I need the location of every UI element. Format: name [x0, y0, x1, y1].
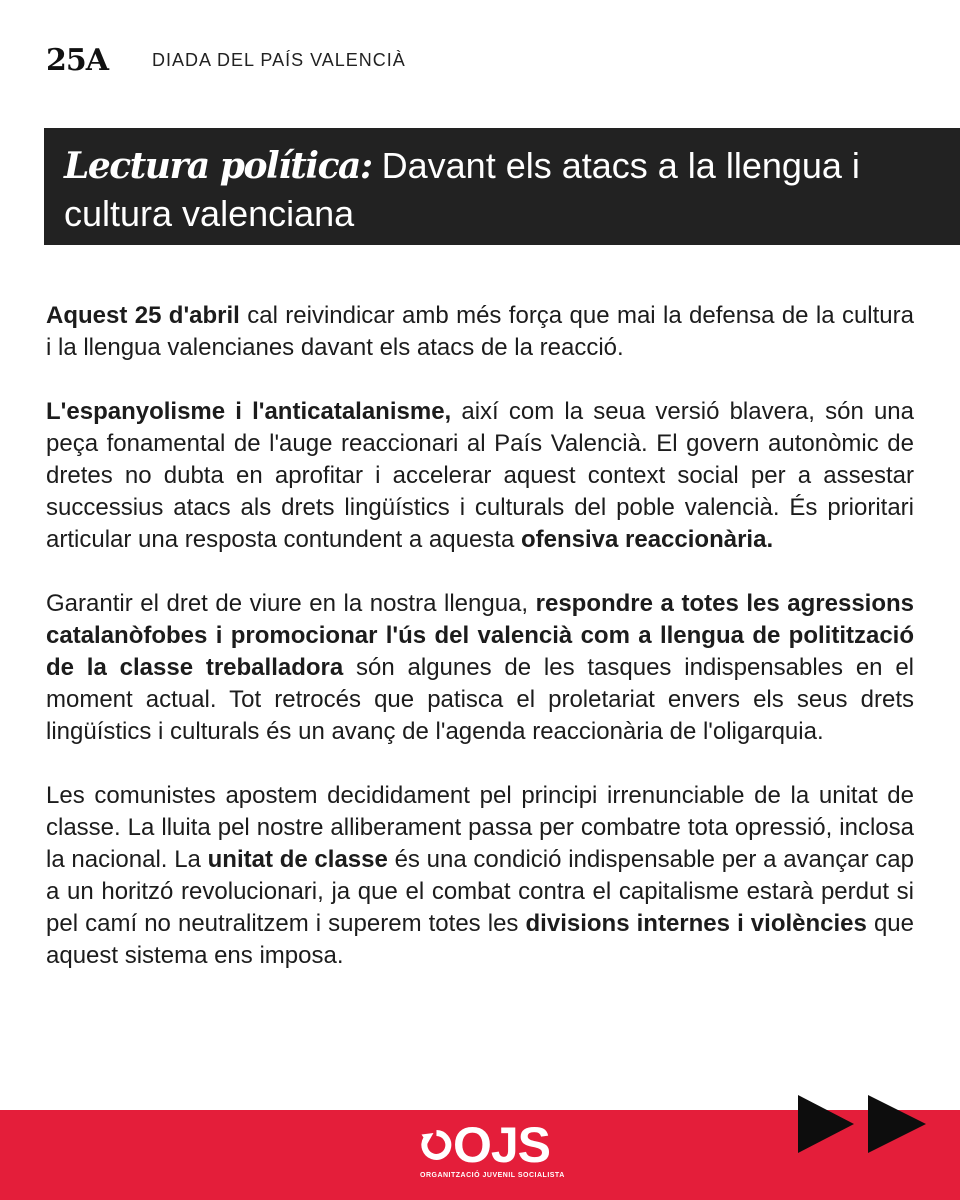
fast-forward-icon-shape [796, 1093, 932, 1155]
text-run: Garantir el dret de viure en la nostra llengua, [46, 590, 536, 617]
text-run: ofensiva reaccionària. [520, 526, 774, 553]
ojs-logo [420, 1117, 565, 1179]
text-run: que aquest sistema ens imposa. [46, 910, 914, 969]
text-run: L'espanyolisme i l'anticatalanisme, [46, 398, 452, 425]
title-rest: Davant els atacs a la llengua i cultura valenciana [64, 145, 860, 234]
paragraph-1 [46, 300, 914, 364]
paragraph-4 [46, 780, 914, 972]
logo-letters: OJS [452, 1117, 550, 1173]
circle-arrow-icon [420, 1123, 453, 1167]
text-run: Aquest 25 d'abril [46, 302, 240, 329]
text-run: és una condició indispensable per a avançar cap a un horitzó revolucionari, ja que el combat contra el capitalisme estarà perdut si pel camí no neutralitzem i superem totes les [46, 846, 915, 937]
body-text [46, 300, 914, 1004]
date-badge: 25A [46, 42, 109, 78]
fast-forward-icon[interactable] [796, 1093, 932, 1155]
paragraph-3 [46, 588, 914, 748]
text-run: Les comunistes apostem decididament pel principi irrenunciable de la unitat de classe. La lluita pel nostre alliberament passa per combatre tota opressió, inclosa la nacional. La [46, 782, 914, 873]
header-title: DIADA DEL PAÍS VALENCIÀ [152, 49, 406, 70]
title-lead: Lectura política: [64, 145, 372, 187]
text-run: són algunes de les tasques indispensables en el moment actual. Tot retrocés que patisca el proletariat envers els seus drets lingüístics i culturals és un avanç de l'agenda reaccionària de l'oligarquia. [46, 654, 914, 745]
text-run: respondre a totes les agressions catalanòfobes i promocionar l'ús del valencià com a llengua de politització de la classe treballadora [46, 590, 914, 681]
text-run: així com la seua versió blavera, són una peça fonamental de l'auge reaccionari al País Valencià. El govern autonòmic de dretes no dubta en aprofitar i accelerar aquest context social per a assestar successius atacs als drets lingüístics i culturals del poble valencià. És prioritari articular una resposta contundent a aquesta [46, 398, 914, 553]
text-run: unitat de classe [207, 846, 388, 873]
text-run: divisions internes i violències [525, 910, 867, 937]
text-run: cal reivindicar amb més força que mai la defensa de la cultura i la llengua valencianes davant els atacs de la reacció. [46, 302, 914, 361]
paragraph-2 [46, 396, 914, 556]
header [46, 40, 406, 80]
logo-tagline: ORGANITZACIÓ JUVENIL SOCIALISTA [420, 1172, 565, 1179]
logo-mark [420, 1117, 550, 1173]
title-box [44, 128, 960, 245]
